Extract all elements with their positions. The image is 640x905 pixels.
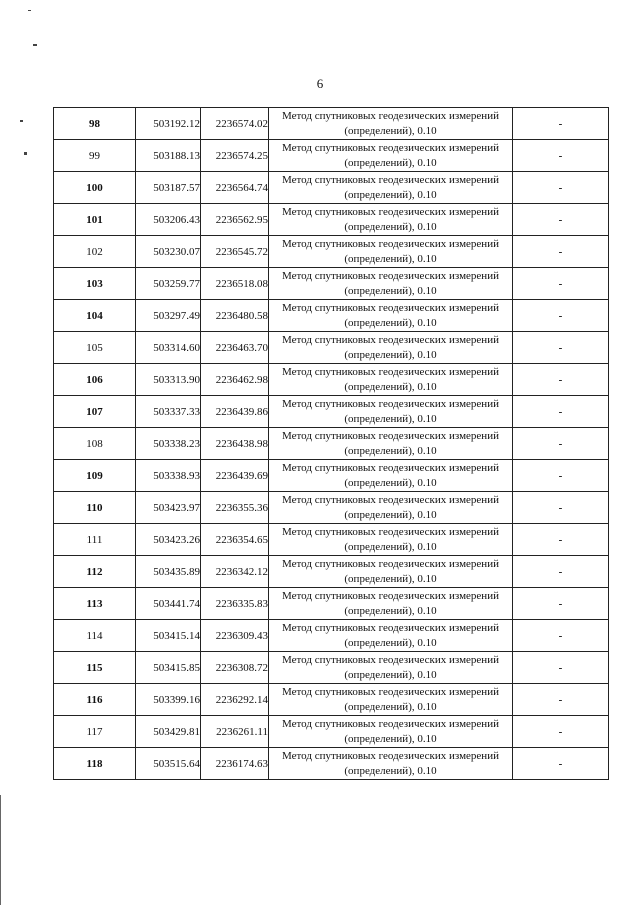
scan-edge-line (0, 795, 1, 905)
method-line-1: Метод спутниковых геодезических измерений (282, 461, 499, 474)
method-cell (269, 460, 513, 492)
point-number: 109 (54, 460, 136, 492)
precision-cell: - (513, 588, 609, 620)
method-line-1: Метод спутниковых геодезических измерений (282, 717, 499, 730)
table-row (54, 492, 609, 524)
table-row (54, 652, 609, 684)
scan-mark (20, 120, 23, 122)
coordinate-x: 503423.97 (136, 492, 201, 524)
scan-mark (28, 10, 31, 11)
method-line-1: Метод спутниковых геодезических измерений (282, 109, 499, 122)
method-line-1: Метод спутниковых геодезических измерений (282, 493, 499, 506)
method-line-2: (определений), 0.10 (344, 284, 437, 297)
point-number: 113 (54, 588, 136, 620)
coordinate-x: 503515.64 (136, 748, 201, 780)
coordinate-x: 503187.57 (136, 172, 201, 204)
point-number: 101 (54, 204, 136, 236)
method-cell (269, 492, 513, 524)
coordinate-x: 503441.74 (136, 588, 201, 620)
point-number: 110 (54, 492, 136, 524)
point-number: 114 (54, 620, 136, 652)
coordinate-y: 2236438.98 (201, 428, 269, 460)
coordinate-y: 2236309.43 (201, 620, 269, 652)
table-row (54, 748, 609, 780)
coordinate-x: 503399.16 (136, 684, 201, 716)
coordinate-x: 503415.85 (136, 652, 201, 684)
method-cell (269, 364, 513, 396)
method-line-1: Метод спутниковых геодезических измерений (282, 397, 499, 410)
method-cell (269, 588, 513, 620)
coordinate-y: 2236308.72 (201, 652, 269, 684)
method-cell (269, 716, 513, 748)
point-number: 111 (54, 524, 136, 556)
precision-cell: - (513, 428, 609, 460)
precision-cell: - (513, 108, 609, 140)
point-number: 102 (54, 236, 136, 268)
method-line-1: Метод спутниковых геодезических измерений (282, 621, 499, 634)
coordinate-y: 2236480.58 (201, 300, 269, 332)
table-row (54, 460, 609, 492)
method-line-1: Метод спутниковых геодезических измерений (282, 429, 499, 442)
method-line-2: (определений), 0.10 (344, 604, 437, 617)
method-cell (269, 332, 513, 364)
method-line-1: Метод спутниковых геодезических измерений (282, 205, 499, 218)
method-line-2: (определений), 0.10 (344, 124, 437, 137)
coordinate-y: 2236292.14 (201, 684, 269, 716)
method-line-2: (определений), 0.10 (344, 412, 437, 425)
method-line-2: (определений), 0.10 (344, 700, 437, 713)
coordinate-y: 2236462.98 (201, 364, 269, 396)
table-row (54, 556, 609, 588)
method-line-2: (определений), 0.10 (344, 444, 437, 457)
method-cell (269, 204, 513, 236)
table-row (54, 332, 609, 364)
method-line-2: (определений), 0.10 (344, 764, 437, 777)
coordinate-x: 503338.93 (136, 460, 201, 492)
table-row (54, 588, 609, 620)
precision-cell: - (513, 460, 609, 492)
method-line-1: Метод спутниковых геодезических измерений (282, 141, 499, 154)
method-cell (269, 652, 513, 684)
scan-mark (24, 152, 27, 155)
coordinate-x: 503338.23 (136, 428, 201, 460)
method-line-2: (определений), 0.10 (344, 252, 437, 265)
coordinate-y: 2236463.70 (201, 332, 269, 364)
table-row (54, 428, 609, 460)
method-line-2: (определений), 0.10 (344, 348, 437, 361)
method-cell (269, 268, 513, 300)
point-number: 103 (54, 268, 136, 300)
table-row (54, 172, 609, 204)
coordinate-x: 503314.60 (136, 332, 201, 364)
precision-cell: - (513, 268, 609, 300)
table-row (54, 364, 609, 396)
table-row (54, 236, 609, 268)
method-cell (269, 428, 513, 460)
coordinate-x: 503259.77 (136, 268, 201, 300)
point-number: 112 (54, 556, 136, 588)
coordinate-y: 2236545.72 (201, 236, 269, 268)
precision-cell: - (513, 492, 609, 524)
coordinate-y: 2236574.02 (201, 108, 269, 140)
precision-cell: - (513, 364, 609, 396)
method-line-2: (определений), 0.10 (344, 156, 437, 169)
table-row (54, 716, 609, 748)
method-cell (269, 556, 513, 588)
coordinate-x: 503415.14 (136, 620, 201, 652)
point-number: 117 (54, 716, 136, 748)
method-line-2: (определений), 0.10 (344, 476, 437, 489)
method-cell (269, 108, 513, 140)
method-line-1: Метод спутниковых геодезических измерений (282, 653, 499, 666)
coordinate-y: 2236574.25 (201, 140, 269, 172)
coordinate-x: 503206.43 (136, 204, 201, 236)
point-number: 116 (54, 684, 136, 716)
table-row (54, 524, 609, 556)
coordinate-y: 2236174.63 (201, 748, 269, 780)
coordinate-x: 503337.33 (136, 396, 201, 428)
coordinate-x: 503313.90 (136, 364, 201, 396)
method-line-1: Метод спутниковых геодезических измерений (282, 685, 499, 698)
coordinate-x: 503423.26 (136, 524, 201, 556)
coordinate-y: 2236354.65 (201, 524, 269, 556)
point-number: 104 (54, 300, 136, 332)
coordinate-y: 2236342.12 (201, 556, 269, 588)
method-line-2: (определений), 0.10 (344, 572, 437, 585)
method-cell (269, 684, 513, 716)
precision-cell: - (513, 684, 609, 716)
method-line-1: Метод спутниковых геодезических измерений (282, 269, 499, 282)
page-number: 6 (316, 76, 324, 91)
coordinate-y: 2236562.95 (201, 204, 269, 236)
table-row (54, 300, 609, 332)
method-cell (269, 524, 513, 556)
point-number: 106 (54, 364, 136, 396)
method-cell (269, 620, 513, 652)
method-cell (269, 236, 513, 268)
precision-cell: - (513, 236, 609, 268)
point-number: 99 (54, 140, 136, 172)
coordinate-y: 2236564.74 (201, 172, 269, 204)
table-row (54, 204, 609, 236)
coordinate-y: 2236355.36 (201, 492, 269, 524)
method-line-1: Метод спутниковых геодезических измерений (282, 557, 499, 570)
coordinate-x: 503435.89 (136, 556, 201, 588)
precision-cell: - (513, 620, 609, 652)
method-line-2: (определений), 0.10 (344, 188, 437, 201)
table-row (54, 268, 609, 300)
coordinate-x: 503297.49 (136, 300, 201, 332)
method-cell (269, 396, 513, 428)
coordinates-table (53, 107, 609, 780)
precision-cell: - (513, 652, 609, 684)
point-number: 100 (54, 172, 136, 204)
table-row (54, 140, 609, 172)
coordinates-table-body (54, 108, 609, 780)
table-row (54, 396, 609, 428)
precision-cell: - (513, 556, 609, 588)
coordinate-y: 2236439.69 (201, 460, 269, 492)
scan-mark (33, 44, 37, 46)
coordinate-x: 503230.07 (136, 236, 201, 268)
method-line-2: (определений), 0.10 (344, 668, 437, 681)
precision-cell: - (513, 172, 609, 204)
point-number: 107 (54, 396, 136, 428)
method-line-1: Метод спутниковых геодезических измерений (282, 525, 499, 538)
method-line-2: (определений), 0.10 (344, 732, 437, 745)
method-line-1: Метод спутниковых геодезических измерений (282, 301, 499, 314)
method-line-2: (определений), 0.10 (344, 380, 437, 393)
coordinate-x: 503429.81 (136, 716, 201, 748)
precision-cell: - (513, 716, 609, 748)
coordinate-y: 2236518.08 (201, 268, 269, 300)
method-line-1: Метод спутниковых геодезических измерений (282, 749, 499, 762)
precision-cell: - (513, 204, 609, 236)
precision-cell: - (513, 332, 609, 364)
method-line-1: Метод спутниковых геодезических измерений (282, 333, 499, 346)
point-number: 98 (54, 108, 136, 140)
point-number: 118 (54, 748, 136, 780)
table-row (54, 108, 609, 140)
point-number: 108 (54, 428, 136, 460)
precision-cell: - (513, 524, 609, 556)
coordinate-y: 2236335.83 (201, 588, 269, 620)
precision-cell: - (513, 140, 609, 172)
method-cell (269, 300, 513, 332)
method-cell (269, 172, 513, 204)
point-number: 115 (54, 652, 136, 684)
coordinate-x: 503192.12 (136, 108, 201, 140)
table-row (54, 684, 609, 716)
precision-cell: - (513, 396, 609, 428)
precision-cell: - (513, 748, 609, 780)
method-line-1: Метод спутниковых геодезических измерений (282, 589, 499, 602)
method-line-2: (определений), 0.10 (344, 220, 437, 233)
point-number: 105 (54, 332, 136, 364)
method-line-1: Метод спутниковых геодезических измерений (282, 365, 499, 378)
precision-cell: - (513, 300, 609, 332)
method-line-2: (определений), 0.10 (344, 540, 437, 553)
method-cell (269, 748, 513, 780)
table-row (54, 620, 609, 652)
coordinate-x: 503188.13 (136, 140, 201, 172)
method-line-2: (определений), 0.10 (344, 316, 437, 329)
method-cell (269, 140, 513, 172)
method-line-1: Метод спутниковых геодезических измерений (282, 173, 499, 186)
method-line-1: Метод спутниковых геодезических измерений (282, 237, 499, 250)
coordinate-y: 2236261.11 (201, 716, 269, 748)
method-line-2: (определений), 0.10 (344, 636, 437, 649)
method-line-2: (определений), 0.10 (344, 508, 437, 521)
coordinate-y: 2236439.86 (201, 396, 269, 428)
